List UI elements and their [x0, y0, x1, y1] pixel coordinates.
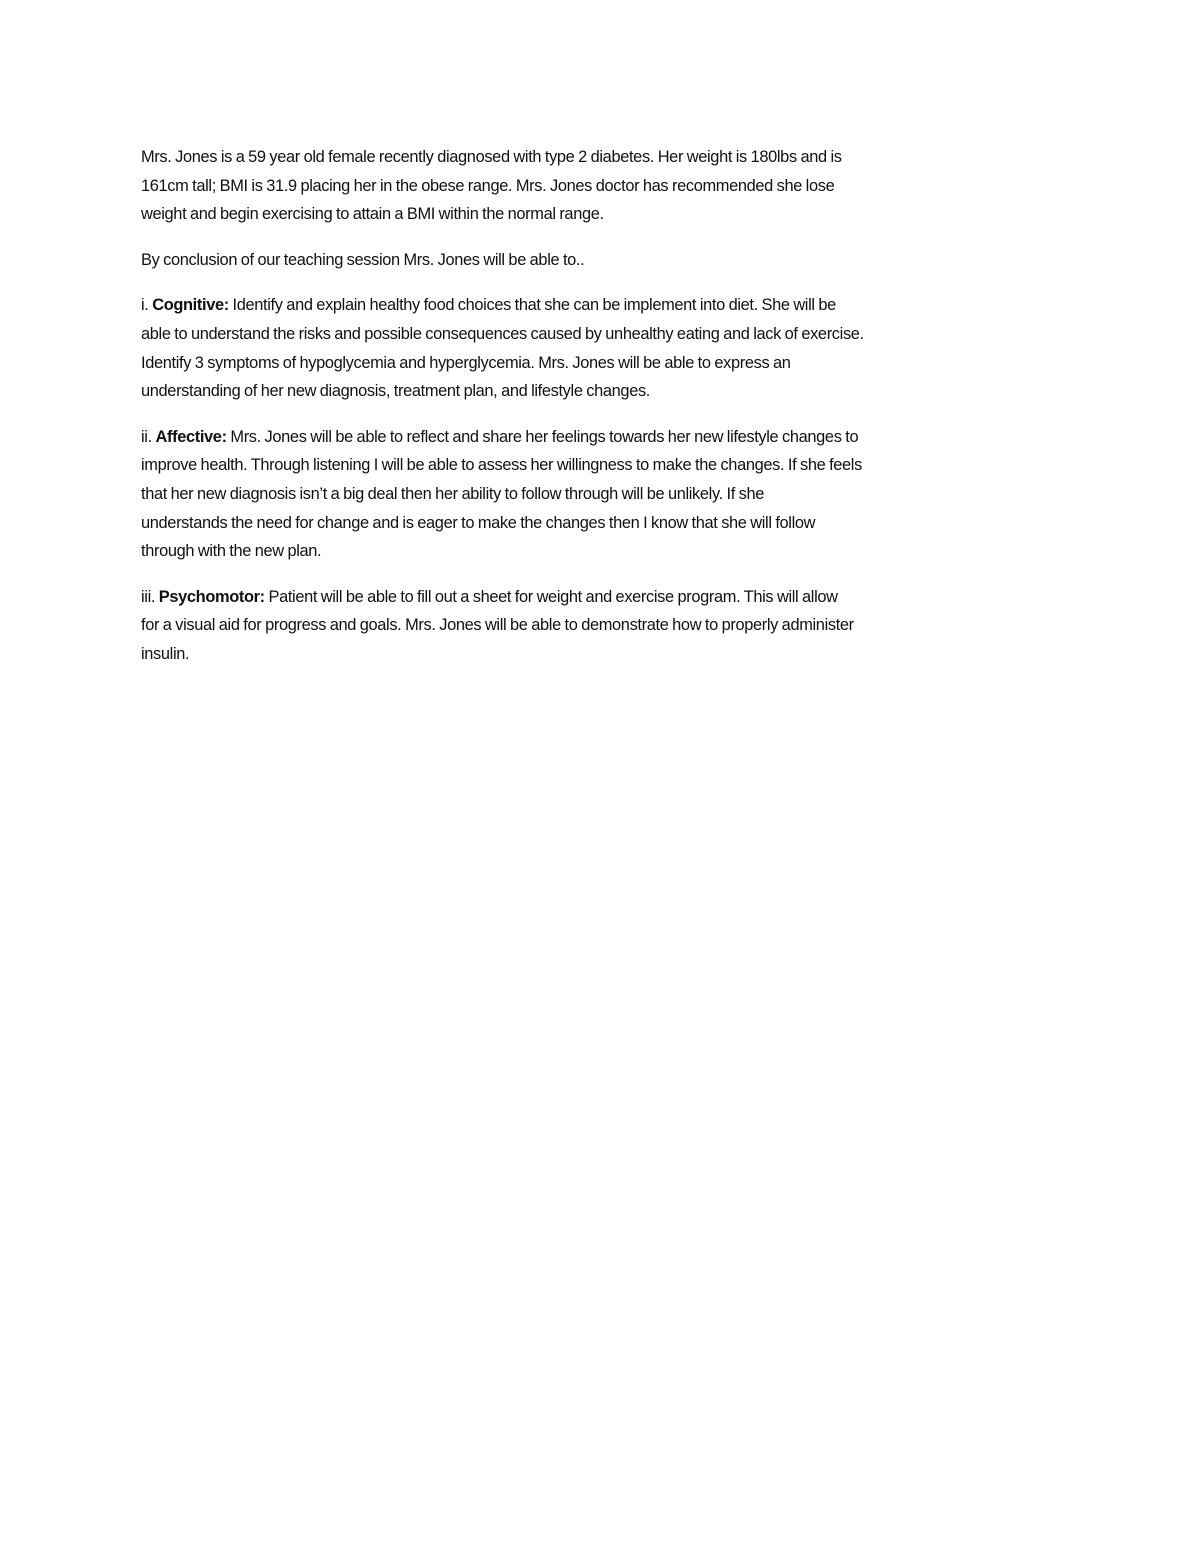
text-line: Identify 3 symptoms of hypoglycemia and hyperglycemia. Mrs. Jones will be able to express an [141, 353, 791, 372]
text-line: By conclusion of our teaching session Mrs. Jones will be able to.. [141, 250, 585, 269]
objective-affective [141, 423, 1071, 566]
document-page [141, 143, 1071, 686]
text-line [141, 583, 1071, 612]
objective-prefix: i. [141, 296, 153, 315]
text-line: insulin. [141, 644, 190, 663]
text-line: Patient will be able to fill out a sheet for weight and exercise program. This will allow [264, 587, 838, 606]
text-line [141, 291, 1071, 320]
objective-prefix: iii. [141, 587, 159, 606]
text-line: that her new diagnosis isn’t a big deal then her ability to follow through will be unlikely. If she [141, 484, 764, 503]
text-line: able to understand the risks and possible consequences caused by unhealthy eating and lack of exercise. [141, 324, 864, 343]
text-line: understands the need for change and is eager to make the changes then I know that she will follow [141, 513, 816, 532]
text-line: 161cm tall; BMI is 31.9 placing her in the obese range. Mrs. Jones doctor has recommended she lose [141, 176, 835, 195]
text-line: Mrs. Jones is a 59 year old female recently diagnosed with type 2 diabetes. Her weight is 180lbs and is [141, 148, 842, 166]
objective-psychomotor [141, 583, 1071, 669]
objective-label: Psychomotor: [158, 587, 265, 606]
text-line: Identify and explain healthy food choices that she can be implement into diet. She will be [228, 296, 836, 315]
objective-label: Cognitive: [152, 296, 229, 315]
objective-label: Affective: [155, 427, 227, 446]
text-line [141, 423, 1071, 452]
text-line: for a visual aid for progress and goals. Mrs. Jones will be able to demonstrate how to properly administer [141, 616, 854, 635]
text-line: improve health. Through listening I will be able to assess her willingness to make the changes. If she feels [141, 456, 862, 475]
intro-paragraph [141, 143, 1071, 229]
text-line: understanding of her new diagnosis, treatment plan, and lifestyle changes. [141, 382, 651, 401]
objective-prefix: ii. [141, 427, 156, 446]
objective-cognitive [141, 291, 1071, 405]
text-line: weight and begin exercising to attain a BMI within the normal range. [141, 205, 604, 224]
text-line: through with the new plan. [141, 542, 322, 561]
goal-statement [141, 246, 1071, 275]
text-line: Mrs. Jones will be able to reflect and share her feelings towards her new lifestyle changes to [226, 427, 859, 446]
